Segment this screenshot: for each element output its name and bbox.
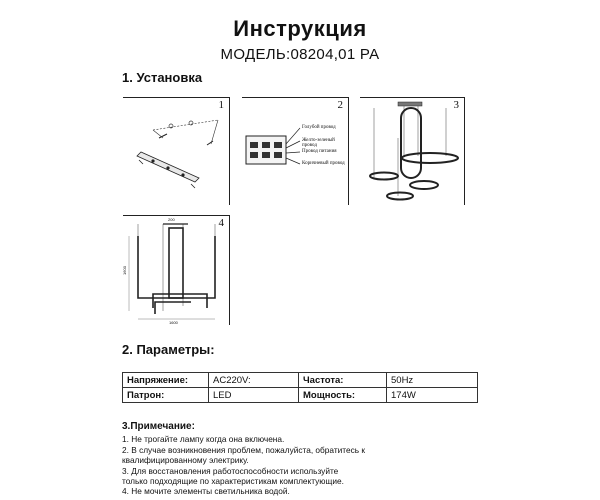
param-value: AC220V: [209,373,299,388]
notes-heading: 3.Примечание: [122,421,195,432]
dim-label-height: 1600 [121,266,127,275]
param-label: Патрон: [123,388,209,403]
param-label: Мощность: [299,388,387,403]
install-panel-4 [123,215,230,325]
parameters-table [122,372,478,403]
note-line: 4. Не мочите элементы светильника водой. [122,486,290,497]
wire-label-brown: Коричневый провод [302,161,345,166]
note-line: квалифицированному электрику. [122,455,249,466]
param-label: Напряжение: [123,373,209,388]
installation-heading: 1. Установка [122,70,203,85]
wire-label-blue: Голубой провод [302,125,336,130]
mounting-bar-illustration [123,98,230,206]
ring-lamp-illustration [360,98,465,206]
note-line: 1. Не трогайте лампу когда она включена. [122,434,285,445]
note-line: только подходящие по характеристикам комплектующие. [122,476,344,487]
install-panel-2 [242,97,349,205]
install-panel-3 [360,97,465,205]
panel-number: 2 [337,99,343,111]
param-value: 174W [387,388,478,403]
model-number: МОДЕЛЬ:08204,01 PA [220,46,380,63]
panel-number: 1 [218,99,224,111]
table-row [123,373,478,388]
page-title: Инструкция [233,16,367,41]
wire-label-power: Провод питания [302,149,337,154]
parameters-heading: 2. Параметры: [122,342,215,357]
wire-label-yellow-green: Желто-зеленый провод [302,138,335,148]
notes-section [122,422,482,497]
note-line: 2. В случае возникновения проблем, пожалуйста, обратитесь к [122,444,366,455]
dimension-drawing [123,216,230,326]
screw-icon [159,134,213,145]
param-label: Частота: [299,373,387,388]
param-value: LED [209,388,299,403]
panel-number: 4 [218,217,224,229]
dim-label-width: 1600 [169,320,178,325]
install-panel-1 [123,97,230,205]
param-value: 50Hz [387,373,478,388]
dim-label-top: 200 [168,217,175,222]
note-line: 3. Для восстановления работоспособности используйте [122,465,339,476]
panel-number: 3 [453,99,459,111]
table-row [123,388,478,403]
